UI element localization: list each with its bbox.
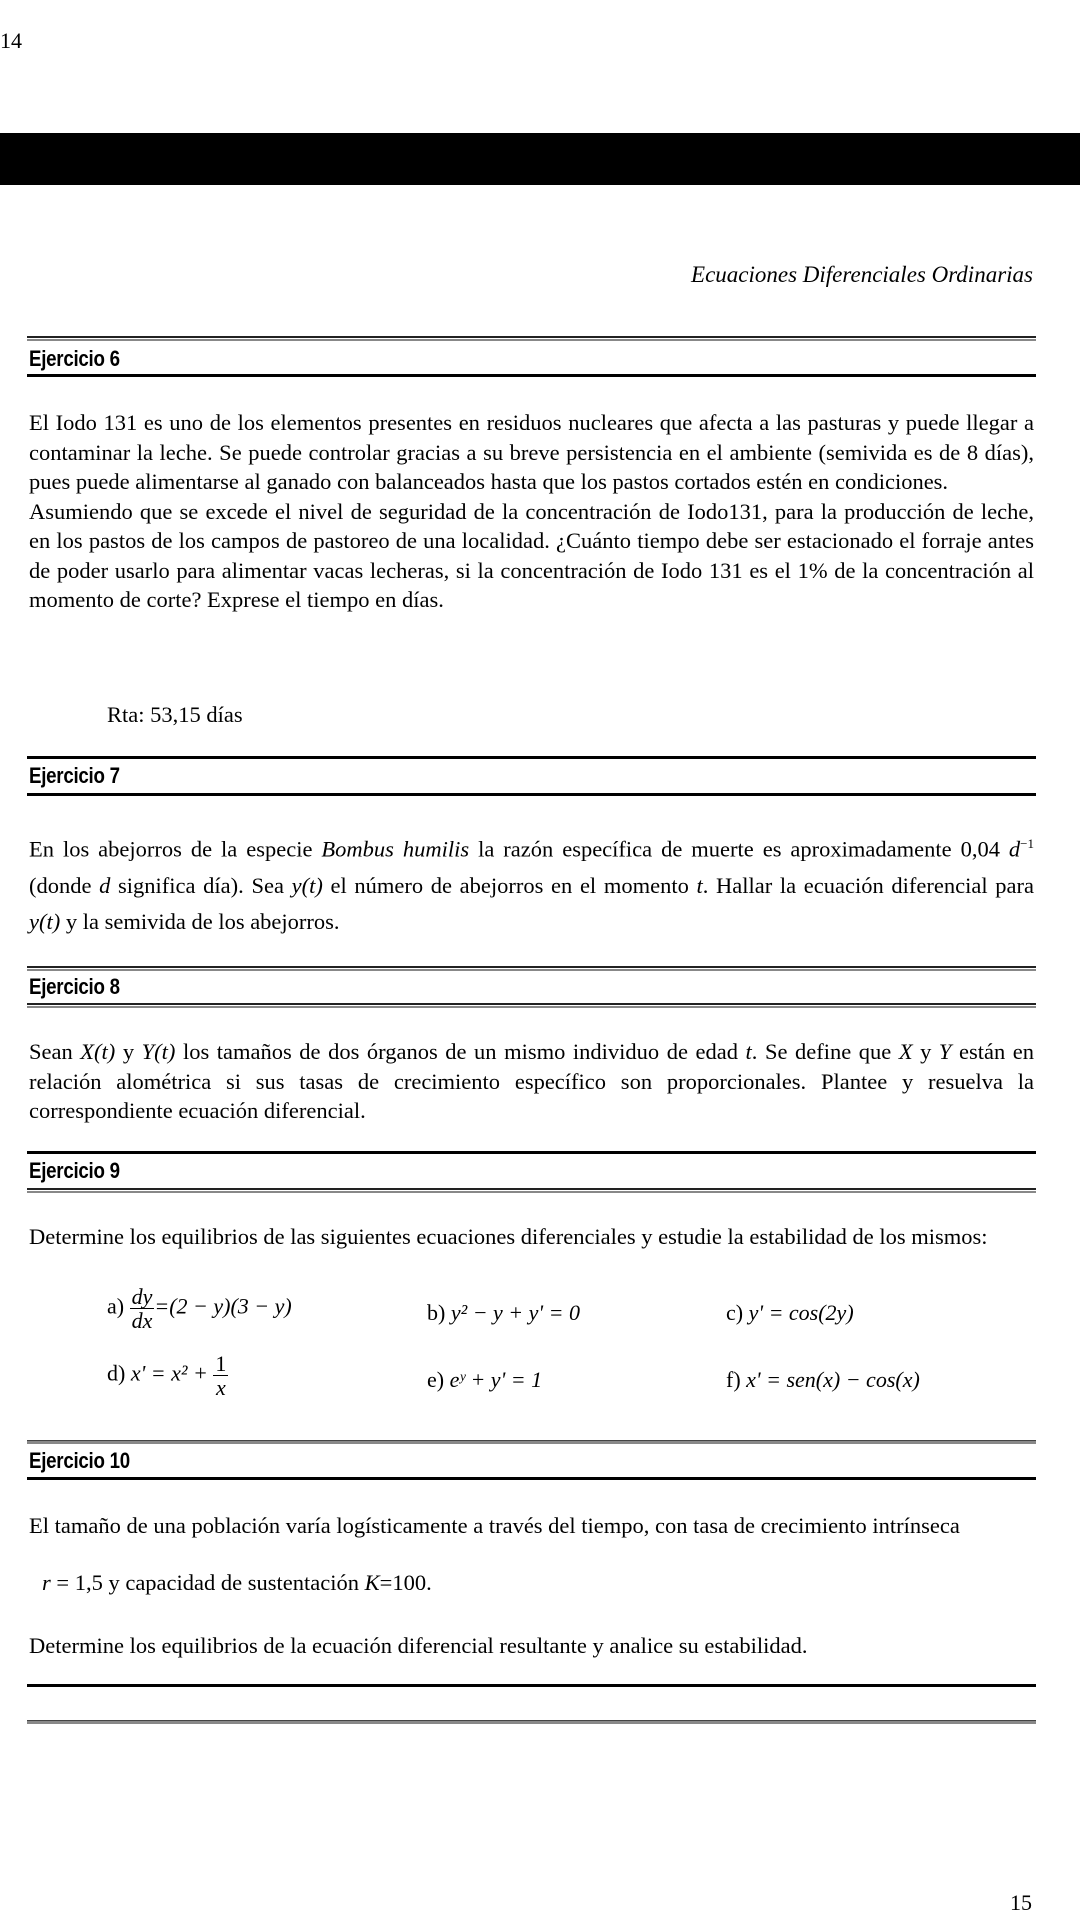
var-t: t [745,1039,752,1064]
expression: x' = sen(x) − cos(x) [746,1367,920,1392]
var-d: d [99,872,111,898]
black-separator-bar [0,133,1080,185]
text: y [115,1039,142,1064]
text: están en relación alométrica si sus tasas de crecimiento específico son proporcionales. Plantee y resuelva la correspondiente ecuación diferencial. [29,1039,1035,1123]
rule-bottom-ex6 [27,374,1036,377]
exercise-10-question: Determine los equilibrios de la ecuación diferencial resultante y analice su estabilidad. [29,1633,808,1658]
text: En los abejorros de la especie [29,836,322,862]
equation-label: d) [107,1360,126,1386]
equation-c [726,1300,854,1326]
text: = 1,5 y capacidad de sustentación [50,1570,365,1595]
equation-e [427,1367,542,1393]
equation-label: c) [726,1300,744,1325]
exercise-8-heading: Ejercicio 8 [29,974,120,999]
exercise-9-intro: Determine los equilibrios de las siguientes ecuaciones diferenciales y estudie la estabilidad de los mismos: [29,1224,988,1249]
derivative-fraction [130,1285,155,1332]
func-x-t: X(t) [80,1039,116,1064]
rule-bottom-ex7 [27,793,1036,796]
exercise-6-answer: Rta: 53,15 días [107,702,243,727]
expression: y² − y + y' = 0 [450,1300,580,1325]
exercise-8-body [29,1037,1034,1126]
exercise-6-body [29,408,1034,615]
var-x: X [898,1039,913,1064]
expression: x' = x² + [130,1360,214,1386]
exercise-7-heading: Ejercicio 7 [29,763,120,788]
rule-bottom-ex10 [27,1477,1036,1480]
rule-end-1 [27,1684,1036,1687]
species-name: Bombus humilis [321,836,470,862]
exercise-10-line1: El tamaño de una población varía logísticamente a través del tiempo, con tasa de crecimiento intrínseca [29,1513,960,1538]
func-y-t: y(t) [291,872,323,898]
text: el número de abejorros en el momento [322,872,697,898]
equation-b [427,1300,580,1326]
numerator: 1 [215,1351,227,1376]
func-y-t: Y(t) [141,1039,176,1064]
text: . Hallar la ecuación diferencial para [702,872,1034,898]
rule-end-2 [27,1720,1036,1724]
exercise-10-params [42,1570,432,1596]
text: significa día). Sea [110,872,292,898]
rule-top-ex6 [27,336,1036,341]
equation-label: f) [726,1367,741,1392]
equation-label: b) [427,1300,446,1325]
equation-a [107,1285,292,1332]
exercise-9-heading: Ejercicio 9 [29,1158,120,1183]
equation-label: e) [427,1367,445,1392]
exercise-6-paragraph-1: El Iodo 131 es uno de los elementos presentes en residuos nucleares que afecta a las pasturas y puede llegar a contaminar la leche. Se puede controlar gracias a su breve persistencia en el ambiente (semivida es de 8 días), pues puede alimentarse al ganado con balanceados hasta que los pastos cortados estén en condiciones. [29,410,1034,494]
exponent: −1 [1020,836,1034,851]
unit-d: d [1008,836,1021,862]
text: . Se define que [751,1039,899,1064]
text: y [912,1039,939,1064]
var-y: Y [938,1039,952,1064]
rule-bottom-ex9 [27,1188,1036,1193]
right-page-number: 15 [1010,1890,1032,1915]
left-page-number: 14 [0,28,22,53]
rule-bottom-ex8 [27,1003,1036,1008]
var-r: r [42,1570,51,1595]
fraction [213,1352,228,1399]
rule-top-ex8 [27,966,1036,971]
denominator: dx [131,1308,153,1334]
text: (donde [29,872,100,898]
rule-top-ex7 [27,756,1036,759]
denominator: x [215,1375,226,1401]
equation-d [107,1352,228,1399]
exercise-10-heading: Ejercicio 10 [29,1448,130,1473]
equation-label: a) [107,1293,125,1319]
func-y-t: y(t) [29,908,61,934]
rule-top-ex9 [27,1151,1036,1154]
expression: eʸ + y' = 1 [449,1367,543,1392]
exercise-6-heading: Ejercicio 6 [29,346,120,371]
running-title: Ecuaciones Diferenciales Ordinarias [691,262,1033,287]
expression: y' = cos(2y) [748,1300,854,1325]
var-k: K [364,1570,380,1595]
text: =100. [379,1570,432,1595]
exercise-6-paragraph-2: Asumiendo que se excede el nivel de seguridad de la concentración de Iodo131, para la producción de leche, en los pastos de los campos de pastoreo de una localidad. ¿Cuánto tiempo debe ser estacionado el forraje antes de poder usarlo para alimentar vacas lecheras, si la concentración de Iodo 131 es el 1% de la concentración al momento de corte? Exprese el tiempo en días. [29,498,1034,612]
rule-top-ex10 [27,1440,1036,1444]
var-t: t [696,872,703,898]
text: y la semivida de los abejorros. [60,908,340,934]
text: Sean [29,1039,81,1064]
exercise-7-body [29,826,1034,940]
expression: =(2 − y)(3 − y) [154,1293,292,1319]
equation-f [726,1367,920,1393]
text: la razón específica de muerte es aproximadamente 0,04 [469,836,1009,862]
text: los tamaños de dos órganos de un mismo individuo de edad [175,1039,746,1064]
numerator: dy [131,1284,153,1309]
